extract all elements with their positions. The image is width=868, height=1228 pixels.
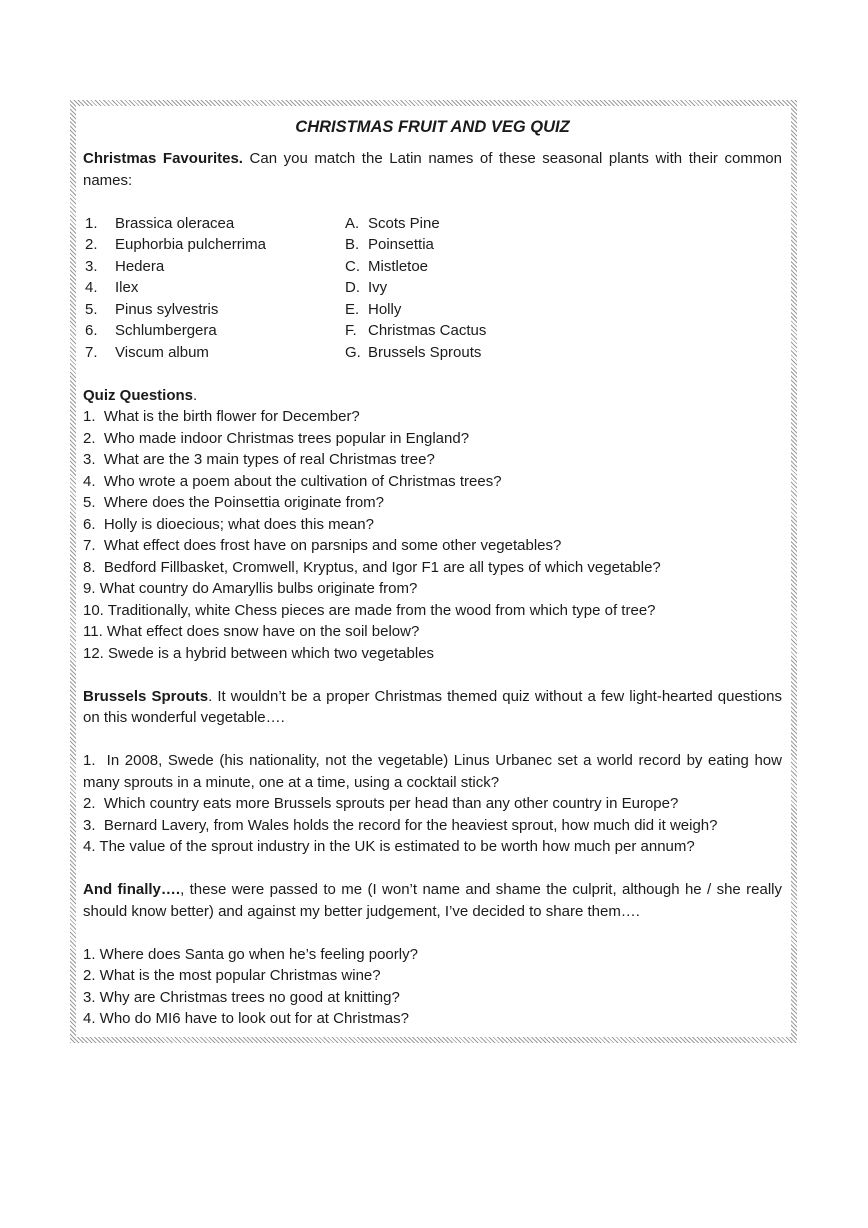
latin-item-number: 6. xyxy=(85,322,98,339)
latin-name: Euphorbia pulcherrima xyxy=(115,236,266,253)
quiz-question: 7. What effect does frost have on parsnips and some other vegetables? xyxy=(83,537,562,554)
quiz-question: 12. Swede is a hybrid between which two vegetables xyxy=(83,644,435,662)
matching-row xyxy=(83,213,782,235)
quiz-question: 8. Bedford Fillbasket, Cromwell, Kryptus, and Igor F1 are all types of which vegetable? xyxy=(83,558,661,576)
finale-paragraph xyxy=(83,879,782,922)
sprouts-heading: Brussels Sprouts xyxy=(83,687,209,705)
quiz-question: 9. What country do Amaryllis bulbs originate from? xyxy=(83,580,418,597)
latin-item-number: 2. xyxy=(85,236,98,253)
intro-paragraph xyxy=(83,148,782,191)
common-item-letter: F. xyxy=(345,322,357,339)
document-content xyxy=(76,106,791,1037)
common-item-letter: G. xyxy=(345,343,361,361)
latin-name: Ilex xyxy=(115,279,139,296)
common-item-letter: B. xyxy=(345,236,360,253)
common-name: Brussels Sprouts xyxy=(368,343,482,361)
common-name: Poinsettia xyxy=(368,236,434,253)
finale-question: 4. Who do MI6 have to look out for at Christmas? xyxy=(83,1010,409,1027)
matching-row xyxy=(83,320,782,342)
page-title: CHRISTMAS FRUIT AND VEG QUIZ xyxy=(295,118,570,136)
quiz-question: 4. Who wrote a poem about the cultivation of Christmas trees? xyxy=(83,472,502,490)
finale-question: 1. Where does Santa go when he’s feeling poorly? xyxy=(83,945,418,963)
common-name: Holly xyxy=(368,300,402,318)
sprouts-text: . It wouldn’t be a proper Christmas themed quiz without a few light-hearted questions on this wonderful vegetable…. xyxy=(83,687,782,726)
sprouts-section xyxy=(83,686,787,858)
sprouts-paragraph xyxy=(83,686,782,729)
finale-question: 2. What is the most popular Christmas wine? xyxy=(83,967,381,984)
quiz-question: 6. Holly is dioecious; what does this mean? xyxy=(83,515,374,533)
latin-item-number: 1. xyxy=(85,214,98,232)
sprouts-question: 3. Bernard Lavery, from Wales holds the record for the heaviest sprout, how much did it weigh? xyxy=(83,816,718,834)
matching-row xyxy=(83,234,782,256)
common-name: Ivy xyxy=(368,279,388,296)
matching-row xyxy=(83,342,782,364)
matching-row xyxy=(83,256,782,278)
quiz-question: 3. What are the 3 main types of real Christmas tree? xyxy=(83,451,435,468)
quiz-heading-period: . xyxy=(193,386,198,404)
finale-questions-list xyxy=(83,944,782,1030)
latin-item-number: 7. xyxy=(85,343,98,361)
common-item-letter: E. xyxy=(345,300,360,318)
latin-item-number: 5. xyxy=(85,300,98,318)
finale-text: , these were passed to me (I won’t name and shame the culprit, although he / she really should know better) and against my better judgement, I’ve decided to share them…. xyxy=(83,881,782,920)
quiz-question: 2. Who made indoor Christmas trees popular in England? xyxy=(83,429,470,447)
latin-name: Hedera xyxy=(115,257,165,275)
common-item-letter: A. xyxy=(345,214,360,232)
sprouts-questions-list xyxy=(83,750,787,858)
matching-row xyxy=(83,299,782,321)
latin-name: Pinus sylvestris xyxy=(115,300,219,318)
common-name: Scots Pine xyxy=(368,214,440,232)
finale-question: 3. Why are Christmas trees no good at knitting? xyxy=(83,988,400,1006)
matching-row xyxy=(83,277,782,299)
sprouts-question: 2. Which country eats more Brussels sprouts per head than any other country in Europe? xyxy=(83,795,679,812)
intro-text: Can you match the Latin names of these seasonal plants with their common names: xyxy=(83,150,782,189)
common-name: Christmas Cactus xyxy=(368,322,487,339)
quiz-question: 5. Where does the Poinsettia originate from? xyxy=(83,494,384,511)
quiz-question: 1. What is the birth flower for December? xyxy=(83,408,360,425)
latin-name: Schlumbergera xyxy=(115,322,217,339)
latin-item-number: 4. xyxy=(85,279,98,296)
common-item-letter: D. xyxy=(345,279,360,296)
quiz-heading xyxy=(83,385,782,407)
quiz-questions-list xyxy=(83,406,782,664)
common-item-letter: C. xyxy=(345,257,360,275)
common-name: Mistletoe xyxy=(368,257,429,275)
finale-heading: And finally…. xyxy=(83,881,181,898)
matching-list xyxy=(83,213,782,364)
quiz-heading-text: Quiz Questions xyxy=(83,386,194,404)
sprouts-question: 1. In 2008, Swede (his nationality, not the vegetable) Linus Urbanec set a world record by eating how many sprouts in a minute, one at a time, using a cocktail stick? xyxy=(83,752,787,791)
latin-name: Viscum album xyxy=(115,343,209,361)
quiz-question: 10. Traditionally, white Chess pieces are made from the wood from which type of tree? xyxy=(83,601,656,619)
sprouts-question: 4. The value of the sprout industry in the UK is estimated to be worth how much per annum? xyxy=(83,838,695,855)
finale-section xyxy=(83,879,782,1030)
intro-heading: Christmas Favourites. xyxy=(83,150,243,167)
hatched-page-border xyxy=(70,100,797,1043)
quiz-section xyxy=(83,385,782,665)
latin-item-number: 3. xyxy=(85,257,98,275)
latin-name: Brassica oleracea xyxy=(115,214,235,232)
quiz-question: 11. What effect does snow have on the soil below? xyxy=(83,623,420,640)
